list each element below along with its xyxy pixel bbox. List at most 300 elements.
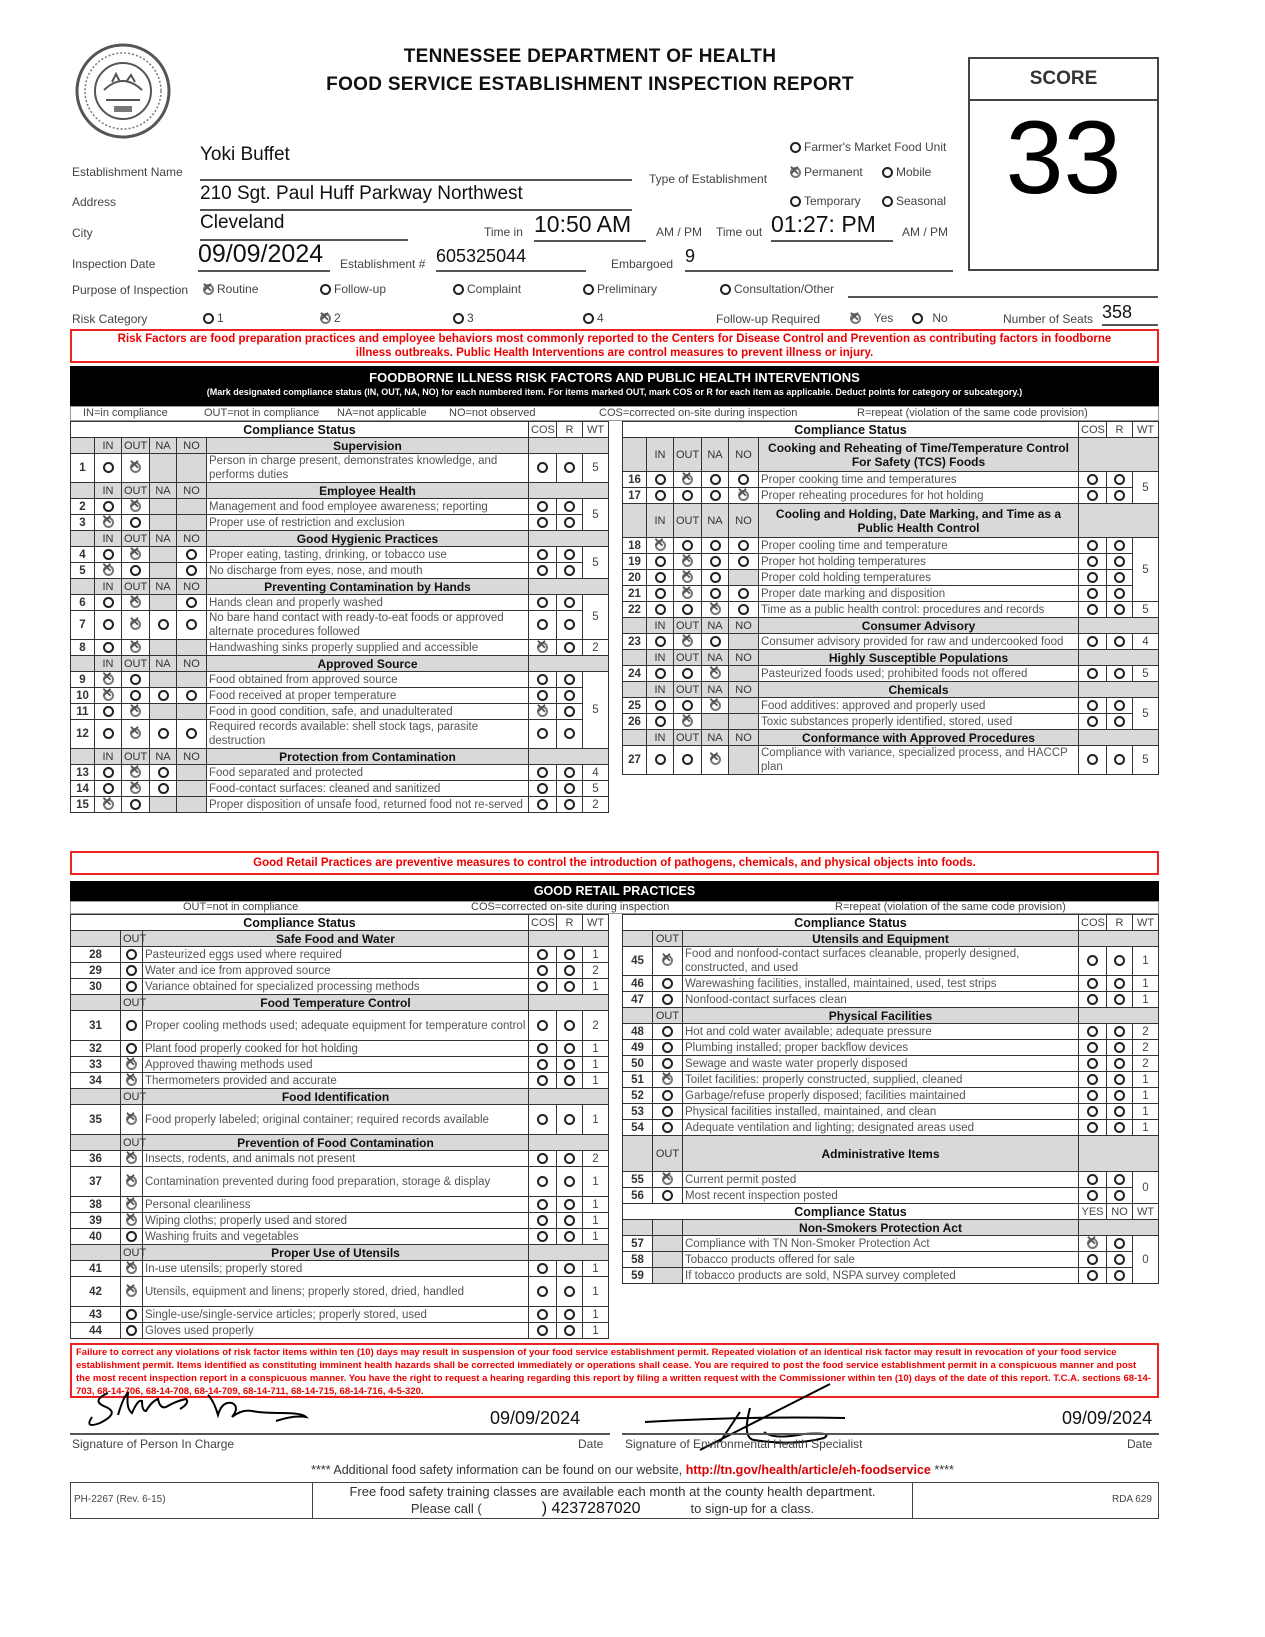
radio-empty-icon bbox=[564, 949, 575, 960]
out-checkbox[interactable] bbox=[121, 1261, 143, 1277]
category-title: Chemicals bbox=[759, 682, 1079, 698]
no-checkbox[interactable] bbox=[1107, 1252, 1133, 1268]
status-na-checkbox[interactable] bbox=[702, 746, 729, 775]
out-checkbox[interactable] bbox=[653, 1188, 683, 1204]
cos-checkbox[interactable] bbox=[529, 547, 557, 563]
status-out-checkbox[interactable] bbox=[122, 611, 150, 640]
out-checkbox[interactable] bbox=[121, 1277, 143, 1307]
establishment-number-field[interactable]: 605325044 bbox=[436, 246, 586, 272]
status-out-checkbox[interactable] bbox=[674, 634, 702, 650]
cos-checkbox[interactable] bbox=[529, 797, 557, 813]
repeat-checkbox[interactable] bbox=[557, 1261, 583, 1277]
type-option-mobile[interactable] bbox=[882, 165, 931, 179]
repeat-checkbox[interactable] bbox=[557, 704, 583, 720]
out-checkbox[interactable] bbox=[653, 1088, 683, 1104]
status-na-checkbox[interactable] bbox=[702, 488, 729, 504]
status-in-checkbox[interactable] bbox=[647, 746, 674, 775]
status-out-checkbox[interactable] bbox=[122, 781, 150, 797]
status-in-checkbox[interactable] bbox=[647, 634, 674, 650]
status-no-checkbox[interactable] bbox=[177, 720, 207, 749]
status-no-checkbox[interactable] bbox=[729, 586, 759, 602]
status-no-checkbox[interactable] bbox=[177, 611, 207, 640]
cos-checkbox[interactable] bbox=[1079, 714, 1107, 730]
item-number: 48 bbox=[623, 1024, 653, 1040]
repeat-checkbox[interactable] bbox=[557, 1151, 583, 1167]
yes-checkbox[interactable] bbox=[1079, 1252, 1107, 1268]
repeat-checkbox[interactable] bbox=[1107, 666, 1133, 682]
status-na-checkbox[interactable] bbox=[150, 688, 177, 704]
status-in-checkbox[interactable] bbox=[647, 666, 674, 682]
status-in-checkbox[interactable] bbox=[95, 765, 122, 781]
repeat-checkbox[interactable] bbox=[557, 1073, 583, 1089]
status-out-checkbox[interactable] bbox=[122, 672, 150, 688]
status-in-checkbox[interactable] bbox=[647, 554, 674, 570]
status-out-checkbox[interactable] bbox=[122, 797, 150, 813]
item-number: 1 bbox=[71, 454, 95, 483]
cos-checkbox[interactable] bbox=[529, 595, 557, 611]
cos-checkbox[interactable] bbox=[1079, 947, 1107, 976]
cos-checkbox[interactable] bbox=[1079, 746, 1107, 775]
item-number: 14 bbox=[71, 781, 95, 797]
cos-checkbox[interactable] bbox=[529, 611, 557, 640]
status-out-checkbox[interactable] bbox=[122, 595, 150, 611]
item-row-16 bbox=[623, 472, 1159, 488]
status-out-checkbox[interactable] bbox=[122, 563, 150, 579]
category-title: Food Identification bbox=[143, 1089, 529, 1105]
repeat-checkbox[interactable] bbox=[557, 515, 583, 531]
col-label-in: IN bbox=[95, 438, 122, 454]
radio-empty-icon bbox=[1087, 1058, 1098, 1069]
status-na-checkbox[interactable] bbox=[702, 554, 729, 570]
item-description: Proper cooking time and temperatures bbox=[759, 472, 1079, 488]
cos-checkbox[interactable] bbox=[529, 1011, 557, 1041]
repeat-checkbox[interactable] bbox=[1107, 472, 1133, 488]
status-out-checkbox[interactable] bbox=[122, 704, 150, 720]
checked-mark-icon bbox=[682, 474, 693, 485]
repeat-checkbox[interactable] bbox=[1107, 698, 1133, 714]
out-checkbox[interactable] bbox=[121, 1011, 143, 1041]
out-checkbox[interactable] bbox=[121, 1229, 143, 1245]
cos-checkbox[interactable] bbox=[529, 672, 557, 688]
cos-checkbox[interactable] bbox=[1079, 976, 1107, 992]
item-row-57 bbox=[623, 1236, 1159, 1252]
radio-empty-icon bbox=[564, 981, 575, 992]
status-out-checkbox[interactable] bbox=[674, 602, 702, 618]
status-in-checkbox[interactable] bbox=[95, 515, 122, 531]
out-checkbox[interactable] bbox=[121, 1167, 143, 1197]
status-out-checkbox[interactable] bbox=[674, 666, 702, 682]
cos-checkbox[interactable] bbox=[529, 1277, 557, 1307]
out-checkbox[interactable] bbox=[121, 963, 143, 979]
repeat-checkbox[interactable] bbox=[557, 611, 583, 640]
cos-checkbox[interactable] bbox=[529, 963, 557, 979]
yes-checkbox[interactable] bbox=[1079, 1236, 1107, 1252]
cos-checkbox[interactable] bbox=[1079, 570, 1107, 586]
status-in-checkbox[interactable] bbox=[95, 704, 122, 720]
cos-checkbox[interactable] bbox=[529, 1323, 557, 1339]
status-in-checkbox[interactable] bbox=[95, 595, 122, 611]
radio-empty-icon bbox=[738, 540, 749, 551]
cos-checkbox[interactable] bbox=[529, 1057, 557, 1073]
repeat-checkbox[interactable] bbox=[557, 547, 583, 563]
out-checkbox[interactable] bbox=[121, 1323, 143, 1339]
type-option-seasonal[interactable] bbox=[882, 194, 946, 208]
type-option-permanent[interactable] bbox=[790, 165, 863, 179]
radio-empty-icon bbox=[1114, 636, 1125, 647]
status-out-checkbox[interactable] bbox=[122, 499, 150, 515]
repeat-checkbox[interactable] bbox=[1107, 1024, 1133, 1040]
repeat-checkbox[interactable] bbox=[557, 454, 583, 483]
repeat-checkbox[interactable] bbox=[557, 672, 583, 688]
status-na-checkbox[interactable] bbox=[150, 781, 177, 797]
out-checkbox[interactable] bbox=[653, 976, 683, 992]
purpose-option-preliminary[interactable] bbox=[583, 282, 657, 296]
table-header-row bbox=[623, 915, 1159, 931]
time-out-field[interactable]: 01:27: PM bbox=[771, 211, 893, 242]
cos-checkbox[interactable] bbox=[1079, 586, 1107, 602]
cos-checkbox[interactable] bbox=[1079, 634, 1107, 650]
repeat-checkbox[interactable] bbox=[557, 563, 583, 579]
cos-checkbox[interactable] bbox=[529, 1167, 557, 1197]
repeat-checkbox[interactable] bbox=[557, 1323, 583, 1339]
cos-checkbox[interactable] bbox=[529, 1213, 557, 1229]
status-in-checkbox[interactable] bbox=[647, 570, 674, 586]
item-number: 53 bbox=[623, 1104, 653, 1120]
repeat-checkbox[interactable] bbox=[557, 1277, 583, 1307]
cos-checkbox[interactable] bbox=[1079, 488, 1107, 504]
cos-checkbox[interactable] bbox=[1079, 1188, 1107, 1204]
item-number: 24 bbox=[623, 666, 647, 682]
cos-checkbox[interactable] bbox=[529, 1041, 557, 1057]
out-checkbox[interactable] bbox=[121, 1213, 143, 1229]
repeat-checkbox[interactable] bbox=[1107, 1072, 1133, 1088]
item-description: Proper cooling methods used; adequate equipment for temperature control bbox=[143, 1011, 529, 1041]
item-number: 54 bbox=[623, 1120, 653, 1136]
out-checkbox[interactable] bbox=[121, 1307, 143, 1323]
inspection-date-field[interactable]: 09/09/2024 bbox=[198, 240, 330, 272]
consultation-other-field[interactable] bbox=[848, 284, 1158, 298]
repeat-checkbox[interactable] bbox=[557, 1213, 583, 1229]
status-in-checkbox[interactable] bbox=[95, 720, 122, 749]
purpose-option-complaint[interactable] bbox=[453, 282, 521, 296]
compliance-status-header: Compliance Status bbox=[623, 422, 1079, 438]
followup-yes-radio[interactable] bbox=[850, 311, 893, 325]
col-label-no: NO bbox=[729, 504, 759, 538]
checked-mark-icon bbox=[662, 1174, 673, 1185]
status-in-checkbox[interactable] bbox=[95, 611, 122, 640]
status-na-checkbox[interactable] bbox=[702, 634, 729, 650]
repeat-checkbox[interactable] bbox=[557, 1011, 583, 1041]
legend-na: NA=not applicable bbox=[337, 407, 427, 419]
cos-checkbox[interactable] bbox=[1079, 666, 1107, 682]
cos-checkbox[interactable] bbox=[1079, 1120, 1107, 1136]
seats-field[interactable]: 358 bbox=[1102, 302, 1158, 326]
status-no-checkbox[interactable] bbox=[729, 538, 759, 554]
checked-mark-icon bbox=[103, 799, 114, 810]
out-checkbox[interactable] bbox=[653, 947, 683, 976]
no-checkbox[interactable] bbox=[1107, 1268, 1133, 1284]
status-no-checkbox[interactable] bbox=[729, 554, 759, 570]
cos-checkbox[interactable] bbox=[529, 979, 557, 995]
item-number: 17 bbox=[623, 488, 647, 504]
repeat-checkbox[interactable] bbox=[1107, 634, 1133, 650]
item-row-28 bbox=[71, 947, 609, 963]
repeat-checkbox[interactable] bbox=[557, 595, 583, 611]
radio-empty-icon bbox=[564, 1199, 575, 1210]
cos-checkbox[interactable] bbox=[529, 1073, 557, 1089]
out-checkbox[interactable] bbox=[121, 1105, 143, 1135]
status-out-checkbox[interactable] bbox=[674, 488, 702, 504]
radio-empty-icon bbox=[537, 1114, 548, 1125]
item-row-55 bbox=[623, 1172, 1159, 1188]
repeat-checkbox[interactable] bbox=[1107, 570, 1133, 586]
status-na-checkbox[interactable] bbox=[150, 720, 177, 749]
address-field[interactable]: 210 Sgt. Paul Huff Parkway Northwest bbox=[200, 183, 632, 211]
out-checkbox[interactable] bbox=[653, 1120, 683, 1136]
repeat-checkbox[interactable] bbox=[1107, 746, 1133, 775]
cos-checkbox[interactable] bbox=[1079, 1104, 1107, 1120]
establishment-name-field[interactable]: Yoki Buffet bbox=[200, 144, 632, 181]
status-out-checkbox[interactable] bbox=[122, 515, 150, 531]
cos-checkbox[interactable] bbox=[529, 454, 557, 483]
radio-empty-icon bbox=[1087, 490, 1098, 501]
out-checkbox[interactable] bbox=[121, 979, 143, 995]
failure-notice: Failure to correct any violations of risk factor items within ten (10) days may result in suspension of your food service establishment permit. Repeated violation of an identical risk factor may result in revocation of your food service establishment permit. Items identified as constituting imminent health hazards shall be corrected immediately or operations shall cease. You are required to post the food service establishment permit in a conspicuous manner and post the most recent inspection report in a conspicuous manner. You have the right to request a hearing regarding this report by filing a written request with the Commissioner within ten (10) days of the date of this report. T.C.A. sections 68-14-703, 68-14-706, 68-14-708, 68-14-709, 68-14-711, 68-14-715, 68-14-716, 4-5-320. bbox=[70, 1343, 1159, 1398]
radio-empty-icon bbox=[1114, 1026, 1125, 1037]
item-description: Time as a public health control: procedures and records bbox=[759, 602, 1079, 618]
wt-header: WT bbox=[583, 915, 609, 931]
repeat-checkbox[interactable] bbox=[557, 720, 583, 749]
item-number: 30 bbox=[71, 979, 121, 995]
city-field[interactable]: Cleveland bbox=[200, 212, 408, 241]
radio-empty-icon bbox=[126, 1325, 137, 1336]
col-label-out: OUT bbox=[122, 656, 150, 672]
risk-option-4[interactable] bbox=[583, 311, 604, 325]
status-out-checkbox[interactable] bbox=[674, 746, 702, 775]
status-in-checkbox[interactable] bbox=[95, 640, 122, 656]
item-number: 34 bbox=[71, 1073, 121, 1089]
cos-checkbox[interactable] bbox=[1079, 554, 1107, 570]
risk-option-1[interactable] bbox=[203, 311, 224, 325]
repeat-checkbox[interactable] bbox=[1107, 992, 1133, 1008]
out-checkbox[interactable] bbox=[653, 1040, 683, 1056]
status-in-checkbox[interactable] bbox=[95, 688, 122, 704]
checked-mark-icon bbox=[126, 1176, 137, 1187]
status-na-checkbox[interactable] bbox=[150, 765, 177, 781]
col-label-na: NA bbox=[150, 749, 177, 765]
repeat-checkbox[interactable] bbox=[1107, 1120, 1133, 1136]
status-no-checkbox[interactable] bbox=[177, 547, 207, 563]
repeat-checkbox[interactable] bbox=[1107, 602, 1133, 618]
item-description: Toxic substances properly identified, stored, used bbox=[759, 714, 1079, 730]
repeat-checkbox[interactable] bbox=[1107, 554, 1133, 570]
status-in-checkbox[interactable] bbox=[647, 488, 674, 504]
repeat-checkbox[interactable] bbox=[557, 963, 583, 979]
radio-empty-icon bbox=[655, 474, 666, 485]
time-in-field[interactable]: 10:50 AM bbox=[534, 211, 646, 242]
repeat-checkbox[interactable] bbox=[1107, 1088, 1133, 1104]
repeat-checkbox[interactable] bbox=[557, 765, 583, 781]
repeat-checkbox[interactable] bbox=[557, 1041, 583, 1057]
repeat-checkbox[interactable] bbox=[557, 640, 583, 656]
cos-checkbox[interactable] bbox=[529, 1151, 557, 1167]
repeat-checkbox[interactable] bbox=[1107, 947, 1133, 976]
out-checkbox[interactable] bbox=[653, 1024, 683, 1040]
cos-checkbox[interactable] bbox=[529, 515, 557, 531]
category-header-row bbox=[623, 931, 1159, 947]
status-na-checkbox[interactable] bbox=[702, 472, 729, 488]
status-no-checkbox[interactable] bbox=[177, 563, 207, 579]
status-na-checkbox[interactable] bbox=[702, 666, 729, 682]
cos-checkbox[interactable] bbox=[1079, 602, 1107, 618]
out-checkbox[interactable] bbox=[653, 1104, 683, 1120]
status-out-checkbox[interactable] bbox=[674, 586, 702, 602]
repeat-checkbox[interactable] bbox=[1107, 488, 1133, 504]
type-option-label: Mobile bbox=[896, 165, 932, 179]
cos-checkbox[interactable] bbox=[529, 499, 557, 515]
status-no-checkbox[interactable] bbox=[729, 488, 759, 504]
repeat-checkbox[interactable] bbox=[1107, 1056, 1133, 1072]
r-header: R bbox=[557, 915, 583, 931]
cos-checkbox[interactable] bbox=[529, 947, 557, 963]
item-row-35 bbox=[71, 1105, 609, 1135]
cos-checkbox[interactable] bbox=[529, 781, 557, 797]
repeat-checkbox[interactable] bbox=[557, 688, 583, 704]
type-option-label: Permanent bbox=[804, 165, 863, 179]
status-na-checkbox[interactable] bbox=[702, 698, 729, 714]
item-row-44 bbox=[71, 1323, 609, 1339]
cos-checkbox[interactable] bbox=[1079, 1056, 1107, 1072]
cos-checkbox[interactable] bbox=[529, 563, 557, 579]
purpose-option-consultation-other[interactable] bbox=[720, 282, 834, 296]
cos-checkbox[interactable] bbox=[529, 1197, 557, 1213]
cos-checkbox[interactable] bbox=[529, 720, 557, 749]
cos-checkbox[interactable] bbox=[1079, 472, 1107, 488]
col-label-na: NA bbox=[702, 504, 729, 538]
out-checkbox[interactable] bbox=[653, 992, 683, 1008]
radio-empty-icon bbox=[1087, 540, 1098, 551]
out-checkbox[interactable] bbox=[121, 947, 143, 963]
repeat-checkbox[interactable] bbox=[557, 1105, 583, 1135]
repeat-checkbox[interactable] bbox=[557, 1197, 583, 1213]
repeat-checkbox[interactable] bbox=[557, 1057, 583, 1073]
repeat-checkbox[interactable] bbox=[557, 797, 583, 813]
cos-checkbox[interactable] bbox=[529, 1307, 557, 1323]
status-in-checkbox[interactable] bbox=[647, 586, 674, 602]
status-out-checkbox[interactable] bbox=[122, 720, 150, 749]
purpose-option-follow-up[interactable] bbox=[320, 282, 386, 296]
repeat-checkbox[interactable] bbox=[1107, 1104, 1133, 1120]
cos-checkbox[interactable] bbox=[1079, 1024, 1107, 1040]
risk-option-2[interactable] bbox=[320, 311, 341, 325]
status-out-checkbox[interactable] bbox=[674, 472, 702, 488]
cos-checkbox[interactable] bbox=[1079, 992, 1107, 1008]
repeat-checkbox[interactable] bbox=[1107, 1172, 1133, 1188]
repeat-checkbox[interactable] bbox=[1107, 538, 1133, 554]
purpose-option-routine[interactable] bbox=[203, 282, 258, 296]
status-in-checkbox[interactable] bbox=[95, 454, 122, 483]
type-option-temporary[interactable] bbox=[790, 194, 861, 208]
status-in-checkbox[interactable] bbox=[647, 538, 674, 554]
status-no-checkbox[interactable] bbox=[729, 602, 759, 618]
status-in-checkbox[interactable] bbox=[647, 472, 674, 488]
out-checkbox[interactable] bbox=[121, 1151, 143, 1167]
risk-option-label: 3 bbox=[467, 311, 474, 325]
cos-checkbox[interactable] bbox=[1079, 538, 1107, 554]
repeat-checkbox[interactable] bbox=[557, 781, 583, 797]
status-out-checkbox[interactable] bbox=[122, 547, 150, 563]
item-number: 26 bbox=[623, 714, 647, 730]
status-out-checkbox[interactable] bbox=[674, 714, 702, 730]
cos-checkbox[interactable] bbox=[529, 1105, 557, 1135]
status-in-checkbox[interactable] bbox=[95, 563, 122, 579]
cos-checkbox[interactable] bbox=[1079, 698, 1107, 714]
repeat-checkbox[interactable] bbox=[1107, 1188, 1133, 1204]
status-out-checkbox[interactable] bbox=[122, 454, 150, 483]
status-in-checkbox[interactable] bbox=[647, 714, 674, 730]
cos-checkbox[interactable] bbox=[1079, 1088, 1107, 1104]
cos-checkbox[interactable] bbox=[529, 1229, 557, 1245]
repeat-checkbox[interactable] bbox=[557, 1167, 583, 1197]
followup-no-radio[interactable] bbox=[912, 311, 948, 325]
out-checkbox[interactable] bbox=[121, 1073, 143, 1089]
status-unavailable bbox=[150, 515, 177, 531]
status-in-checkbox[interactable] bbox=[647, 602, 674, 618]
status-na-checkbox[interactable] bbox=[702, 602, 729, 618]
cos-checkbox[interactable] bbox=[529, 765, 557, 781]
out-checkbox[interactable] bbox=[653, 1172, 683, 1188]
repeat-checkbox[interactable] bbox=[557, 1229, 583, 1245]
status-in-checkbox[interactable] bbox=[95, 797, 122, 813]
item-row-36 bbox=[71, 1151, 609, 1167]
repeat-checkbox[interactable] bbox=[1107, 586, 1133, 602]
no-checkbox[interactable] bbox=[1107, 1236, 1133, 1252]
cos-checkbox[interactable] bbox=[1079, 1072, 1107, 1088]
website-link[interactable]: http://tn.gov/health/article/eh-foodservice bbox=[685, 1463, 931, 1477]
repeat-checkbox[interactable] bbox=[557, 499, 583, 515]
col-label-out: OUT bbox=[674, 504, 702, 538]
status-in-checkbox[interactable] bbox=[647, 698, 674, 714]
repeat-checkbox[interactable] bbox=[557, 979, 583, 995]
item-description: Tobacco products offered for sale bbox=[683, 1252, 1079, 1268]
type-option-farmer-s-market-food-unit[interactable] bbox=[790, 140, 946, 154]
repeat-checkbox[interactable] bbox=[1107, 714, 1133, 730]
repeat-checkbox[interactable] bbox=[557, 947, 583, 963]
radio-empty-icon bbox=[662, 1122, 673, 1133]
embargoed-field[interactable]: 9 bbox=[685, 246, 953, 272]
cos-checkbox[interactable] bbox=[529, 704, 557, 720]
status-na-checkbox[interactable] bbox=[702, 570, 729, 586]
status-na-checkbox[interactable] bbox=[150, 611, 177, 640]
out-checkbox[interactable] bbox=[653, 1072, 683, 1088]
cos-checkbox[interactable] bbox=[529, 640, 557, 656]
status-no-checkbox[interactable] bbox=[177, 688, 207, 704]
yes-checkbox[interactable] bbox=[1079, 1268, 1107, 1284]
radio-empty-icon bbox=[1114, 556, 1125, 567]
status-na-checkbox[interactable] bbox=[702, 538, 729, 554]
cos-checkbox[interactable] bbox=[1079, 1172, 1107, 1188]
cos-checkbox[interactable] bbox=[529, 1261, 557, 1277]
risk-option-3[interactable] bbox=[453, 311, 474, 325]
cos-checkbox[interactable] bbox=[1079, 1040, 1107, 1056]
category-header-row bbox=[623, 1220, 1159, 1236]
repeat-checkbox[interactable] bbox=[1107, 1040, 1133, 1056]
repeat-checkbox[interactable] bbox=[557, 1307, 583, 1323]
status-out-checkbox[interactable] bbox=[122, 640, 150, 656]
repeat-checkbox[interactable] bbox=[1107, 976, 1133, 992]
status-no-checkbox[interactable] bbox=[177, 595, 207, 611]
status-unavailable bbox=[729, 746, 759, 775]
